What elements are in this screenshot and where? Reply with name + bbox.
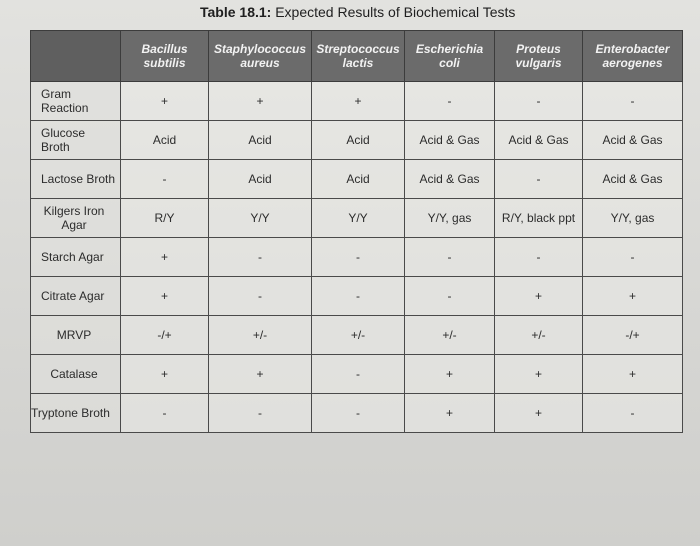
table-cell: - xyxy=(405,82,495,121)
table-cell: - xyxy=(312,394,405,433)
table-cell: Acid & Gas xyxy=(405,160,495,199)
table-number: Table 18.1: xyxy=(200,4,272,20)
table-cell: + xyxy=(583,277,683,316)
table-cell: - xyxy=(209,238,312,277)
table-row xyxy=(31,82,683,121)
table-cell: - xyxy=(405,238,495,277)
table-cell: Acid & Gas xyxy=(495,121,583,160)
row-label: Starch Agar xyxy=(31,238,121,277)
table-cell: + xyxy=(495,355,583,394)
table-cell: + xyxy=(121,82,209,121)
row-label: Citrate Agar xyxy=(31,277,121,316)
table-cell: Acid xyxy=(312,121,405,160)
table-cell: + xyxy=(405,355,495,394)
table-row xyxy=(31,277,683,316)
table-cell: - xyxy=(121,394,209,433)
table-cell: Y/Y xyxy=(312,199,405,238)
table-cell: + xyxy=(495,394,583,433)
table-cell: + xyxy=(121,355,209,394)
table-cell: + xyxy=(209,82,312,121)
row-label: Glucose Broth xyxy=(31,121,121,160)
table-cell: - xyxy=(583,394,683,433)
table-cell: Acid xyxy=(312,160,405,199)
table-cell: -/+ xyxy=(121,316,209,355)
table-cell: +/- xyxy=(405,316,495,355)
column-header: Streptococcus lactis xyxy=(312,31,405,82)
row-label: MRVP xyxy=(31,316,121,355)
header-corner xyxy=(31,31,121,82)
header-row xyxy=(31,31,683,82)
table-cell: - xyxy=(121,160,209,199)
row-label: Tryptone Broth xyxy=(31,394,121,433)
row-label: Gram Reaction xyxy=(31,82,121,121)
table-row xyxy=(31,238,683,277)
table-cell: - xyxy=(312,238,405,277)
table-cell: Acid & Gas xyxy=(583,121,683,160)
column-header: Escherichia coli xyxy=(405,31,495,82)
table-cell: +/- xyxy=(209,316,312,355)
table-cell: Acid & Gas xyxy=(583,160,683,199)
table-cell: + xyxy=(121,238,209,277)
table-cell: + xyxy=(121,277,209,316)
table-cell: + xyxy=(583,355,683,394)
table-cell: Y/Y, gas xyxy=(583,199,683,238)
table-cell: - xyxy=(583,238,683,277)
table-cell: Acid xyxy=(209,160,312,199)
column-header: Proteus vulgaris xyxy=(495,31,583,82)
table-cell: - xyxy=(405,277,495,316)
table-row xyxy=(31,121,683,160)
table-row xyxy=(31,355,683,394)
table-cell: +/- xyxy=(312,316,405,355)
table-cell: Y/Y xyxy=(209,199,312,238)
table-row xyxy=(31,160,683,199)
table-cell: + xyxy=(209,355,312,394)
table-cell: + xyxy=(312,82,405,121)
table-row xyxy=(31,316,683,355)
table-cell: R/Y xyxy=(121,199,209,238)
table-cell: - xyxy=(495,82,583,121)
table-row xyxy=(31,394,683,433)
table-cell: - xyxy=(209,277,312,316)
table-cell: + xyxy=(405,394,495,433)
column-header: Bacillus subtilis xyxy=(121,31,209,82)
column-header: Staphylococcus aureus xyxy=(209,31,312,82)
table-cell: - xyxy=(312,277,405,316)
table-cell: - xyxy=(209,394,312,433)
column-header: Enterobacter aerogenes xyxy=(583,31,683,82)
table-cell: - xyxy=(495,160,583,199)
table-cell: - xyxy=(495,238,583,277)
table-cell: Acid & Gas xyxy=(405,121,495,160)
table-title xyxy=(200,4,540,20)
table-cell: - xyxy=(312,355,405,394)
table-cell: Y/Y, gas xyxy=(405,199,495,238)
table-cell: + xyxy=(495,277,583,316)
row-label: Catalase xyxy=(31,355,121,394)
biochemical-tests-table xyxy=(30,30,683,433)
row-label: Kilgers Iron Agar xyxy=(31,199,121,238)
table-cell: Acid xyxy=(121,121,209,160)
table-cell: -/+ xyxy=(583,316,683,355)
table-cell: +/- xyxy=(495,316,583,355)
table-cell: Acid xyxy=(209,121,312,160)
table-cell: R/Y, black ppt xyxy=(495,199,583,238)
table-row xyxy=(31,199,683,238)
row-label: Lactose Broth xyxy=(31,160,121,199)
table-caption: Expected Results of Biochemical Tests xyxy=(271,4,516,20)
table-cell: - xyxy=(583,82,683,121)
